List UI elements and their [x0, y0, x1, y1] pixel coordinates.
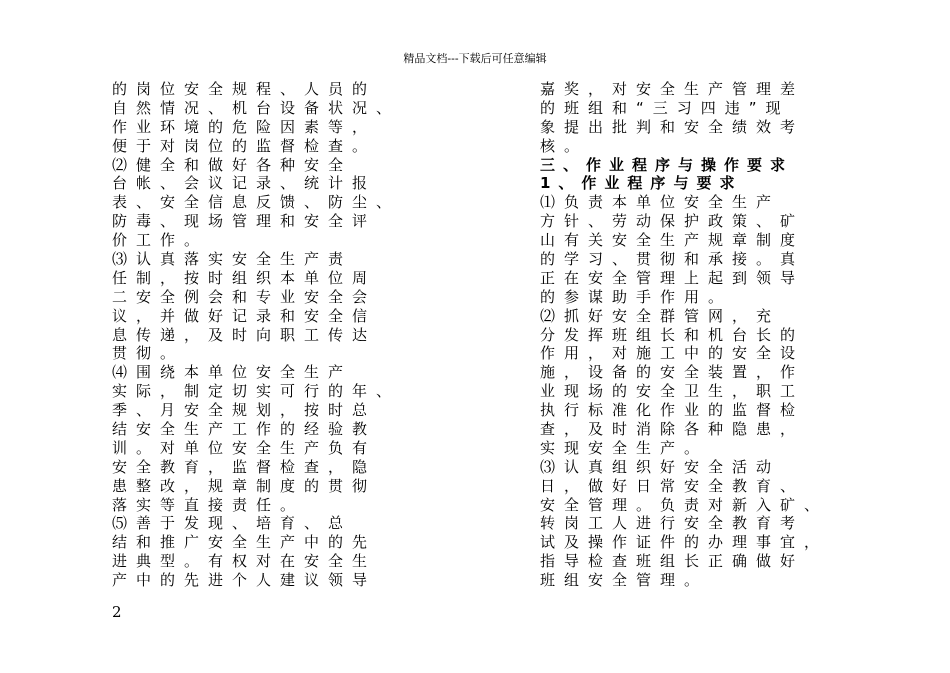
left-text-line: 作业环境的危险因素等， [112, 117, 377, 136]
left-text-line: 安全教育，监督检查，隐 [112, 457, 377, 476]
page-header: 精品文档---下载后可任意编辑 [403, 52, 547, 65]
left-text-line: 进典型。有权对在安全生 [112, 552, 377, 571]
right-text-line: 象提出批判和安全绩效考 [540, 117, 805, 136]
left-text-line: 结和推广安全生产中的先 [112, 533, 377, 552]
left-text-line: 任制，按时组织本单位周 [112, 268, 377, 287]
right-text-line: ⑶认真组织好安全活动 [540, 457, 781, 476]
right-text-line: ⑵抓好安全群管网，充 [540, 306, 781, 325]
left-text-line: 价工作。 [112, 231, 209, 250]
right-text-line: 查，及时消除各种隐患， [540, 420, 805, 439]
left-text-line: 训。对单位安全生产负有 [112, 438, 377, 457]
left-text-line: 结安全生产工作的经验教 [112, 420, 377, 439]
left-text-line: 息传递，及时向职工传达 [112, 325, 377, 344]
right-column [540, 80, 840, 590]
right-heading-line: 1、作业程序与要求 [540, 174, 743, 193]
left-text-line: ⑶认真落实安全生产责 [112, 250, 353, 269]
right-text-line: 方针、劳动保护政策、矿 [540, 212, 805, 231]
right-text-line: 日，做好日常安全教育、 [540, 476, 805, 495]
right-text-line: 分发挥班组长和机台长的 [540, 325, 805, 344]
right-text-line: ⑴负责本单位安全生产 [540, 193, 781, 212]
left-text-line: 台帐、会议记录、统计报 [112, 174, 377, 193]
right-text-line: 正在安全管理上起到领导 [540, 268, 805, 287]
right-text-line: 核。 [540, 136, 589, 155]
left-text-line: 产中的先进个人建议领导 [112, 571, 377, 590]
left-text-line: ⑵健全和做好各种安全 [112, 155, 353, 174]
left-text-line: 表、安全信息反馈、防尘、 [112, 193, 401, 212]
right-text-line: 的参谋助手作用。 [540, 287, 733, 306]
left-text-line: ⑸善于发现、培育、总 [112, 514, 353, 533]
left-text-line: 患整改，规章制度的贯彻 [112, 476, 377, 495]
right-text-line: 的学习、贯彻和承接。真 [540, 250, 805, 269]
left-text-line: 季、月安全规划，按时总 [112, 401, 377, 420]
left-text-line: 议，并做好记录和安全信 [112, 306, 377, 325]
right-text-line: 业现场的安全卫生，职工 [540, 382, 805, 401]
right-text-line: 的班组和“三习四违”现 [540, 98, 790, 117]
left-text-line: 便于对岗位的监督检查。 [112, 136, 377, 155]
left-text-line: 的岗位安全规程、人员的 [112, 80, 377, 98]
right-text-line: 实现安全生产。 [540, 438, 709, 457]
right-text-line: 试及操作证件的办理事宜， [540, 533, 829, 552]
left-text-line: ⑷围绕本单位安全生产 [112, 363, 353, 382]
left-text-line: 落实等直接责任。 [112, 495, 305, 514]
right-text-line: 山有关安全生产规章制度 [540, 231, 805, 250]
left-text-line: 自然情况、机台设备状况、 [112, 98, 401, 117]
right-text-line: 施，设备的安全装置，作 [540, 363, 805, 382]
left-text-line: 防毒、现场管理和安全评 [112, 212, 377, 231]
right-text-line: 转岗工人进行安全教育考 [540, 514, 805, 533]
right-text-line: 作用，对施工中的安全设 [540, 344, 805, 363]
right-text-line: 安全管理。负责对新入矿、 [540, 495, 829, 514]
left-text-line: 实际，制定切实可行的年、 [112, 382, 401, 401]
right-heading-line: 三、作业程序与操作要求 [540, 155, 794, 174]
left-text-line: 二安全例会和专业安全会 [112, 287, 377, 306]
left-column [112, 80, 432, 590]
right-text-line: 指导检查班组长正确做好 [540, 552, 805, 571]
right-text-line: 嘉奖，对安全生产管理差 [540, 80, 805, 98]
right-text-line: 班组安全管理。 [540, 571, 709, 590]
right-text-line: 执行标准化作业的监督检 [540, 401, 805, 420]
page-number: 2 [112, 603, 122, 621]
left-text-line: 贯彻。 [112, 344, 185, 363]
